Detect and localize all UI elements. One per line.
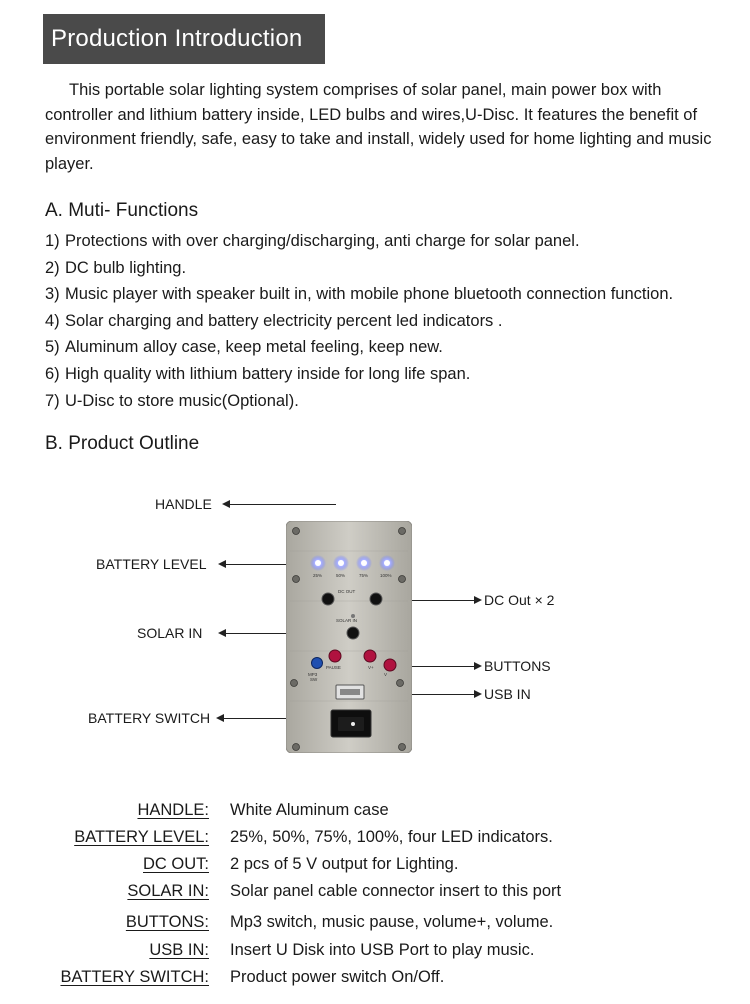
callout-battery-level: BATTERY LEVEL — [96, 556, 207, 572]
spec-desc: Insert U Disk into USB Port to play music. — [230, 941, 535, 959]
spec-label: BATTERY LEVEL: — [74, 828, 209, 846]
callout-battery-switch: BATTERY SWITCH — [88, 710, 211, 726]
dc-out-label: DC OUT — [338, 589, 356, 594]
vol-down-label: V — [384, 672, 388, 677]
arrowhead-solar-in — [218, 629, 226, 637]
spec-label: USB IN: — [149, 941, 209, 959]
arrowhead-dc-out — [474, 596, 482, 604]
spec-desc: Solar panel cable connector insert to this port — [230, 882, 562, 900]
spec-label: HANDLE: — [137, 801, 209, 819]
section-b-heading: B. Product Outline — [45, 433, 200, 454]
section-a-heading: A. Muti- Functions — [45, 200, 199, 221]
power-box-illustration — [286, 521, 412, 753]
led-25-label: 25% — [313, 573, 323, 578]
spec-label: SOLAR IN: — [127, 882, 209, 900]
table-row — [0, 801, 750, 825]
table-row — [0, 828, 750, 852]
spec-desc: White Aluminum case — [230, 801, 389, 819]
callout-solar-in: SOLAR IN — [137, 625, 203, 641]
arrowhead-handle — [222, 500, 230, 508]
list-item-number: 5) — [45, 338, 60, 357]
spec-label: BATTERY SWITCH: — [60, 968, 209, 986]
pause-label: PAUSE — [326, 665, 341, 670]
table-row — [0, 882, 750, 906]
list-item-text: DC bulb lighting. — [65, 258, 187, 277]
list-item-number: 6) — [45, 364, 60, 383]
spec-label: BUTTONS: — [125, 913, 209, 931]
callout-handle: HANDLE — [155, 496, 212, 512]
led-50-label: 50% — [336, 573, 346, 578]
arrowhead-battery-switch — [216, 714, 224, 722]
sw-label: SW — [310, 677, 318, 682]
table-row — [0, 855, 750, 879]
vol-up-label: V+ — [368, 665, 374, 670]
spec-label: DC OUT: — [143, 855, 209, 873]
list-item-text: U-Disc to store music(Optional). — [65, 391, 299, 410]
list-item-text: Protections with over charging/discharging, anti charge for solar panel. — [65, 232, 580, 250]
table-row — [0, 941, 750, 965]
spec-desc: 2 pcs of 5 V output for Lighting. — [230, 855, 459, 873]
led-75-label: 75% — [359, 573, 369, 578]
spec-desc: Product power switch On/Off. — [230, 968, 445, 986]
list-item-text: High quality with lithium battery inside for long life span. — [65, 364, 471, 383]
spec-desc: 25%, 50%, 75%, 100%, four LED indicators. — [230, 828, 553, 846]
table-row — [0, 913, 750, 937]
arrowhead-usb-in — [474, 690, 482, 698]
list-item-number: 1) — [45, 232, 60, 250]
page-title: Production Introduction — [43, 14, 325, 64]
led-100-label: 100% — [380, 573, 392, 578]
arrowhead-battery-level — [218, 560, 226, 568]
list-item-text: Solar charging and battery electricity percent led indicators . — [65, 311, 503, 330]
callout-buttons: BUTTONS — [484, 658, 551, 674]
spec-desc: Mp3 switch, music pause, volume+, volume. — [230, 913, 554, 931]
list-item-text: Aluminum alloy case, keep metal feeling, keep new. — [65, 338, 443, 357]
list-item-number: 2) — [45, 258, 60, 277]
arrowhead-buttons — [474, 662, 482, 670]
list-item-number: 3) — [45, 285, 60, 304]
list-item-number: 7) — [45, 391, 60, 410]
list-item-text: Music player with speaker built in, with mobile phone bluetooth connection function. — [65, 285, 674, 304]
list-item-number: 4) — [45, 311, 60, 330]
solar-in-label: SOLAR IN — [336, 618, 358, 623]
solar-in-port — [347, 627, 359, 639]
table-row — [0, 968, 750, 992]
callout-dc-out: DC Out × 2 — [484, 592, 555, 608]
mp3-label: MP3 — [308, 672, 318, 677]
callout-usb-in: USB IN — [484, 686, 531, 702]
intro-paragraph: This portable solar lighting system comprises of solar panel, main power box with controller and lithium battery inside, LED bulbs and wires,U-Disc. It features the benefit of environment friendly, safe, easy to take and install, widely used for home lighting and music player. — [45, 81, 712, 173]
